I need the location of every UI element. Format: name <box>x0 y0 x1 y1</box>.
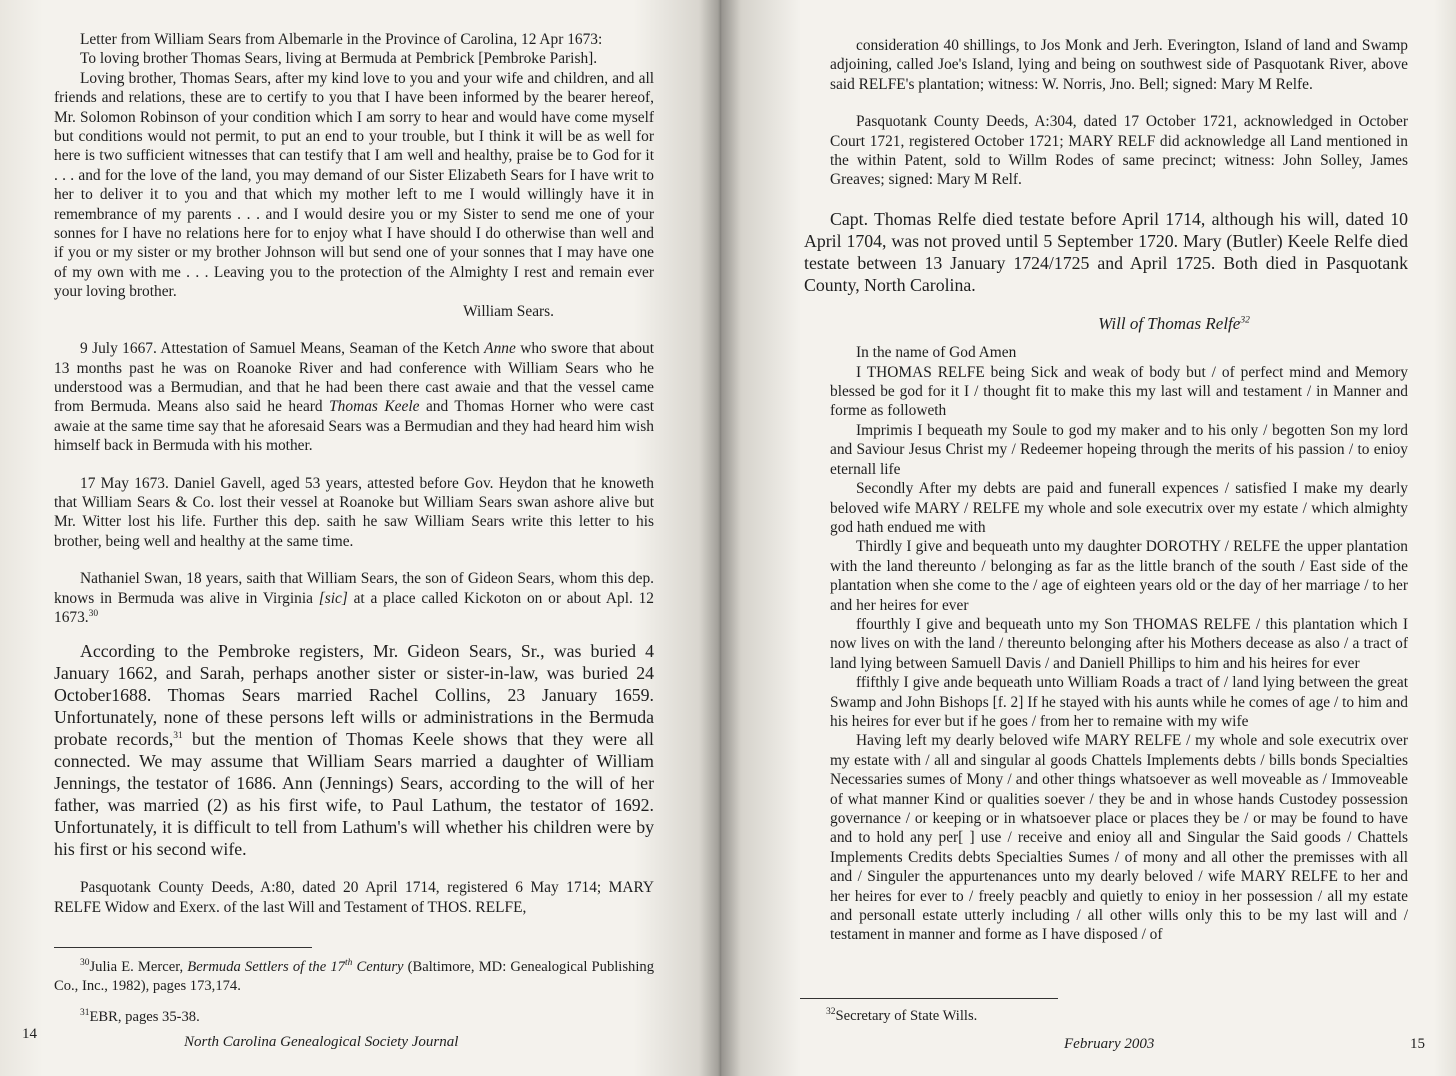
keele-name: Thomas Keele <box>329 398 420 416</box>
running-foot-date: February 2003 <box>1064 1036 1155 1052</box>
paragraph-pembroke: According to the Pembroke registers, Mr. Gideon Sears, Sr., was buried 4 January 1662, and Sarah, perhaps another sister or sister-in-law, was buried 24 October1688. Thomas Sears married Rachel Collins, 23 January 1659. Unfortunately, none of these persons left wills or administrations in the Bermuda probate records,$^{31}$ but the mention of Thomas Keele shows that they were all connected. We may assume that William Sears married a daughter of William Jennings, the testator of 1686. Ann (Jennings) Sears, according to the will of her father, was married (2) as his first wife, to Paul Lathum, the testator of 1692. Unfortunately, it is difficult to tell from Lathum's will whether his children were by his first or his second wife. <box>54 641 654 860</box>
will-paragraph: In the name of God Amen <box>856 344 1017 362</box>
footnote-ref-31: 31 <box>173 731 183 742</box>
ketch-name: Anne <box>484 340 516 358</box>
letter-body: Loving brother, Thomas Sears, after my kind love to you and your wife and children, and all friends and relations, these are to certify to you that I have been informed by the bearer hereof, Mr. Solomon Robinson of your condition which I am sorry to hear and would have come myself but conditions would not permit, to put an end to your trouble, but I think it will be as well for here is two sufficient witnesses that can testify that I am well and healthy, praise be to God for it . . . and for the love of the land, you may demand of our Sister Elizabeth Sears for I have writ to her to deliver it to you and that which my mother left to me I would willingly have it in remembrance of my parents . . . and I would desire you or my Sister to send me one of your sonnes for I have no relations here for to enjoy what I have should I do otherwise than well and if you or my sister or my brother Johnson will but send one of your sonnes that I may have one of my own with me . . . Leaving you to the protection of the Almighty I rest and remain ever your loving brother. <box>54 69 654 301</box>
paragraph-swan: Nathaniel Swan, 18 years, saith that William Sears, the son of Gideon Sears, whom this dep. knows in Bermuda was alive in Virginia [sic] at a place called Kickoton on or about Apl. 12 1673.30 <box>54 570 655 626</box>
will-paragraph: Having left my dearly beloved wife MARY RELFE / my whole and sole executrix over my estate with / all and singular al goods Chattels Implements debts / bills bonds Specialties Necessaries sumes of Mony / and other things whatsoever as well moveable as / Immoveable of what manner Kind or qualities soever / they be and in whose hands Custodey possession governance / or keeping or in whatsoever place or places they be / or may be found to have and to hold any per[ ] use / receive and enioy all and Singular the Said goods / Chattels Implements Credits debts Specialties Sumes / of mony and all other the premisses with all and / Singuler the appurtenances unto my dearly beloved / wife MARY RELFE to her and her heires for ever to / freely peacbly and quietly to enioy in her possession / all my estate and personall estate utterly including / all other wills only this to be my last will and / testament in manner and forme as I have disposed / of <box>830 732 1408 944</box>
footnote-rule-right <box>800 998 1058 999</box>
right-page-body <box>804 36 1408 945</box>
footnote-31: $^{31}$EBR, pages 35-38. <box>80 1008 200 1026</box>
footnote-30: $^{30}$Julia E. Mercer, Bermuda Settlers of the 17th Century (Baltimore, MD: Genealogical Publishing Co., Inc., 1982), pages 173,174. <box>54 958 654 995</box>
paragraph-gavell: 17 May 1673. Daniel Gavell, aged 53 years, attested before Gov. Heydon that he knoweth that William Sears & Co. lost their vessel at Roanoke but William Sears swan ashore alive but Mr. Witter lost his life. Further this dep. saith he saw William Sears write this letter to his brother, being well and healthy at the same time. <box>54 474 654 550</box>
paragraph-joes-island: consideration 40 shillings, to Jos Monk and Jerh. Everington, Island of land and Swamp adjoining, called Joe's Island, lying and being on southwest side of Pasquotank River, above said RELFE's plantation; witness: W. Norris, Jno. Bell; signed: Mary M Relfe. <box>830 37 1408 93</box>
page-number-right: 15 <box>1410 1036 1425 1052</box>
will-paragraph: ffifthly I give ande bequeath unto William Roads a tract of / land lying between the great Swamp and John Bishops [f. 2] If he stayed with his aunts while he comes of age / to him and his heires for ever but if he goes / from her to remaine with my wife <box>830 674 1408 730</box>
left-page <box>0 0 720 1076</box>
running-foot-journal: North Carolina Genealogical Society Journal <box>184 1034 459 1050</box>
footnote-30-book-title: Bermuda Settlers of the 17th Century <box>187 958 404 976</box>
letter-salutation: To loving brother Thomas Sears, living at Bermuda at Pembrick [Pembroke Parish]. <box>80 50 598 68</box>
will-paragraph: Secondly After my debts are paid and funerall expences / satisfied I make my dearly beloved wife MARY / RELFE my whole and sole executrix over my estate / which almighty god hath endued me with <box>830 480 1408 536</box>
left-page-body <box>54 30 654 1027</box>
page-number-left: 14 <box>22 1026 37 1042</box>
letter-heading: Letter from William Sears from Albemarle in the Province of Carolina, 12 Apr 1673: <box>80 31 603 48</box>
will-paragraph: Thirdly I give and bequeath unto my daughter DOROTHY / RELFE the upper plantation with the land thereunto / belonging as far as the little branch of the south / East side of the plantation when she come to the / age of eighteen years old or the day of her marriage / to her and her heires for ever <box>830 538 1408 614</box>
letter-signature: William Sears. <box>463 302 554 320</box>
will-text <box>830 343 1408 945</box>
paragraph-deeds-a80: Pasquotank County Deeds, A:80, dated 20 April 1714, registered 6 May 1714; MARY RELFE Widow and Exerx. of the last Will and Testament of THOS. RELFE, <box>54 879 654 916</box>
paragraph-means: 9 July 1667. Attestation of Samuel Means, Seaman of the Ketch Anne who swore that about 13 months past he was on Roanoke River and had conference with William Sears who he understood was a Bermudian, and that he had been there cast awaie and that the vessel came from Bermuda. Means also said he heard Thomas Keele and Thomas Horner who were cast awaie at the same time say that he aforesaid Sears was a Bermudian and they had heard him wish himself back in Bermuda with his mother. <box>54 340 654 455</box>
will-paragraph: ffourthly I give and bequeath unto my Son THOMAS RELFE / this plantation which I now lives on with the land / thereunto belonging after his Mothers decease as also / a tract of land lying between Samuell Davis / and Daniell Phillips to him and his heires for ever <box>830 615 1408 672</box>
will-title: Will of Thomas Relfe$^{32}$ <box>1098 313 1250 333</box>
footnote-ref-30: 30 <box>88 608 99 619</box>
will-paragraph: Imprimis I bequeath my Soule to god my maker and to his only / begotten Son my lord and Saviour Jesus Christ my / Redeemer hopeing through the merits of his passion / to enioy eternall life <box>830 421 1408 478</box>
paragraph-relfe-deaths: Capt. Thomas Relfe died testate before April 1714, although his will, dated 10 April 1704, was not proved until 5 September 1720. Mary (Butler) Keele Relfe died testate between 13 January 1724/1725 and April 1725. Both died in Pasquotank County, North Carolina. <box>804 208 1408 295</box>
footnote-ref-32: 32 <box>1240 315 1250 326</box>
paragraph-deeds-a304: Pasquotank County Deeds, A:304, dated 17 October 1721, acknowledged in October Court 1721, registered October 1721; MARY RELF did acknowledge all Land mentioned in the within Patent, sold to Willm Rodes of same precinct; witness: John Solley, James Greaves; signed: Mary M Relf. <box>830 113 1408 189</box>
footnote-32: $^{32}$Secretary of State Wills. <box>826 1007 978 1024</box>
will-paragraph: I THOMAS RELFE being Sick and weak of body but / of perfect mind and Memory blessed be god for it I / thought fit to make this my last will and testament / in Manner and forme as followeth <box>830 363 1408 420</box>
